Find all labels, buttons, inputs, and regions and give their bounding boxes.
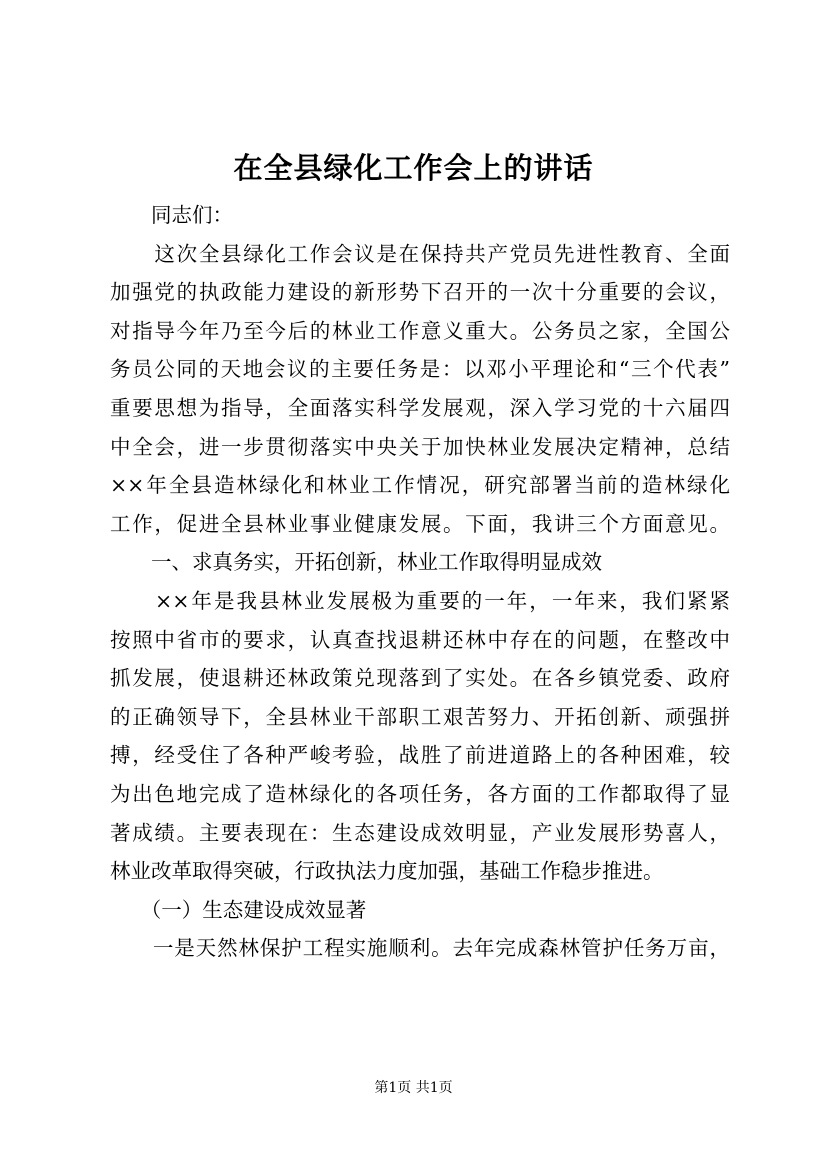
text-line: 一、求真务实，开拓创新，林业工作取得明显成效 xyxy=(110,550,602,575)
text-line: 著成绩。主要表现在：生态建设成效明显，产业发展形势喜人， xyxy=(110,820,730,845)
text-line: 这次全县绿化工作会议是在保持共产党员先进性教育、全面 xyxy=(110,241,730,266)
text-line: 工作，促进全县林业事业健康发展。下面，我讲三个方面意见。 xyxy=(110,511,730,536)
document-title: 在全县绿化工作会上的讲话 xyxy=(233,151,594,185)
text-line: ××年是我县林业发展极为重要的一年，一年来，我们紧紧 xyxy=(110,588,730,613)
text-line: 林业改革取得突破，行政执法力度加强，基础工作稳步推进。 xyxy=(110,859,664,884)
text-line: 一是天然林保护工程实施顺利。去年完成森林管护任务万亩， xyxy=(110,936,730,961)
text-line: 务员公同的天地会议的主要任务是：以邓小平理论和“三个代表” xyxy=(110,357,730,382)
text-line: 按照中省市的要求，认真查找退耕还林中存在的问题，在整改中 xyxy=(110,627,730,652)
page-footer: 第1页 共1页 xyxy=(374,1080,453,1096)
text-line: 抓发展，使退耕还林政策兑现落到了实处。在各乡镇党委、政府 xyxy=(110,666,730,691)
text-line: 对指导今年乃至今后的林业工作意义重大。公务员之家，全国公 xyxy=(110,318,730,343)
text-line: 同志们： xyxy=(110,203,233,227)
text-line: 搏，经受住了各种严峻考验，战胜了前进道路上的各种困难，较 xyxy=(110,743,730,768)
document-body xyxy=(110,196,730,968)
text-line: 中全会，进一步贯彻落实中央关于加快林业发展决定精神，总结 xyxy=(110,434,730,459)
text-line: 的正确领导下，全县林业干部职工艰苦努力、开拓创新、顽强拼 xyxy=(110,704,730,729)
text-line: 为出色地完成了造林绿化的各项任务，各方面的工作都取得了显 xyxy=(110,781,730,806)
text-line: 重要思想为指导，全面落实科学发展观，深入学习党的十六届四 xyxy=(110,395,730,420)
text-line: 加强党的执政能力建设的新形势下召开的一次十分重要的会议， xyxy=(110,280,730,305)
text-line: ××年全县造林绿化和林业工作情况，研究部署当前的造林绿化 xyxy=(110,473,730,498)
text-line: （一）生态建设成效显著 xyxy=(110,897,367,922)
